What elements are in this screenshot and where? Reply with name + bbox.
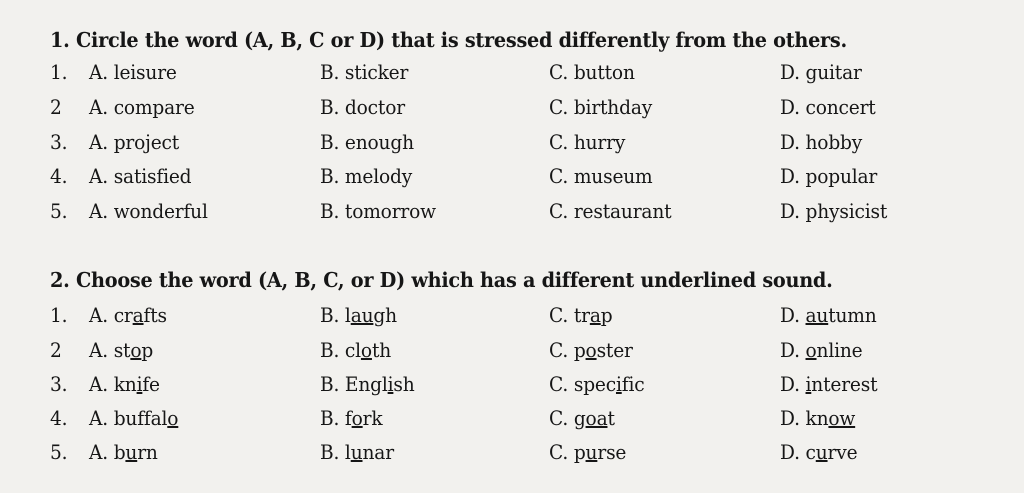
- underlined-sound: u: [815, 440, 828, 464]
- s1-question-1: [0, 60, 1024, 90]
- underlined-sound: o: [360, 338, 372, 362]
- option-a[interactable]: A. stop: [89, 338, 154, 362]
- s1-question-4: [0, 164, 1024, 194]
- option-c[interactable]: C. restaurant: [549, 199, 672, 223]
- question-number: 1.: [50, 60, 68, 84]
- question-number: 4.: [50, 164, 68, 188]
- option-d[interactable]: D. popular: [780, 164, 878, 188]
- underlined-sound: i: [136, 372, 143, 396]
- underlined-sound: ow: [828, 406, 856, 430]
- option-a[interactable]: A. compare: [89, 95, 195, 119]
- s1-question-2: [0, 95, 1024, 125]
- underlined-sound: oa: [585, 406, 608, 430]
- option-c[interactable]: C. museum: [549, 164, 653, 188]
- question-number: 2: [50, 338, 62, 362]
- option-b[interactable]: B. lunar: [320, 440, 394, 464]
- underlined-sound: o: [351, 406, 363, 430]
- question-number: 1.: [50, 303, 68, 327]
- s1-question-3: [0, 130, 1024, 160]
- option-c[interactable]: C. birthday: [549, 95, 653, 119]
- option-a[interactable]: A. buffalo: [89, 406, 179, 430]
- question-number: 5.: [50, 440, 68, 464]
- underlined-sound: i: [805, 372, 812, 396]
- s2-question-1: [0, 303, 1024, 333]
- underlined-sound: au: [350, 303, 374, 327]
- underlined-sound: i: [387, 372, 394, 396]
- option-b[interactable]: B. fork: [320, 406, 383, 430]
- option-c[interactable]: C. poster: [549, 338, 633, 362]
- option-d[interactable]: D. curve: [780, 440, 858, 464]
- option-c[interactable]: C. specific: [549, 372, 645, 396]
- option-b[interactable]: B. cloth: [320, 338, 392, 362]
- option-b[interactable]: B. doctor: [320, 95, 405, 119]
- option-c[interactable]: C. goat: [549, 406, 615, 430]
- section2-title: 2. Choose the word (A, B, C, or D) which has a different underlined sound.: [50, 268, 833, 292]
- option-d[interactable]: D. hobby: [780, 130, 863, 154]
- option-c[interactable]: C. purse: [549, 440, 627, 464]
- s2-question-2: [0, 338, 1024, 368]
- option-a[interactable]: A. wonderful: [89, 199, 208, 223]
- underlined-sound: au: [805, 303, 829, 327]
- option-c[interactable]: C. trap: [549, 303, 613, 327]
- underlined-sound: o: [167, 406, 179, 430]
- option-d[interactable]: D. interest: [780, 372, 878, 396]
- question-number: 3.: [50, 130, 68, 154]
- option-c[interactable]: C. button: [549, 60, 635, 84]
- option-b[interactable]: B. enough: [320, 130, 414, 154]
- question-number: 3.: [50, 372, 68, 396]
- underlined-sound: o: [805, 338, 817, 362]
- option-b[interactable]: B. tomorrow: [320, 199, 436, 223]
- option-c[interactable]: C. hurry: [549, 130, 626, 154]
- question-number: 4.: [50, 406, 68, 430]
- question-number: 5.: [50, 199, 68, 223]
- s2-question-3: [0, 372, 1024, 402]
- option-d[interactable]: D. know: [780, 406, 856, 430]
- option-d[interactable]: D. physicist: [780, 199, 888, 223]
- option-d[interactable]: D. guitar: [780, 60, 862, 84]
- option-a[interactable]: A. knife: [89, 372, 160, 396]
- underlined-sound: a: [132, 303, 144, 327]
- underlined-sound: u: [350, 440, 363, 464]
- underlined-sound: o: [585, 338, 597, 362]
- s2-question-5: [0, 440, 1024, 470]
- underlined-sound: a: [589, 303, 601, 327]
- section1-title: 1. Circle the word (A, B, C or D) that is stressed differently from the others.: [50, 28, 847, 52]
- option-b[interactable]: B. laugh: [320, 303, 397, 327]
- s2-question-4: [0, 406, 1024, 436]
- option-d[interactable]: D. online: [780, 338, 863, 362]
- option-b[interactable]: B. English: [320, 372, 415, 396]
- option-a[interactable]: A. satisfied: [89, 164, 192, 188]
- option-a[interactable]: A. project: [89, 130, 180, 154]
- question-number: 2: [50, 95, 62, 119]
- underlined-sound: u: [125, 440, 138, 464]
- option-b[interactable]: B. sticker: [320, 60, 409, 84]
- option-d[interactable]: D. concert: [780, 95, 876, 119]
- underlined-sound: i: [615, 372, 622, 396]
- option-a[interactable]: A. crafts: [89, 303, 167, 327]
- option-b[interactable]: B. melody: [320, 164, 413, 188]
- option-d[interactable]: D. autumn: [780, 303, 877, 327]
- s1-question-5: [0, 199, 1024, 229]
- underlined-sound: u: [585, 440, 598, 464]
- option-a[interactable]: A. burn: [89, 440, 158, 464]
- option-a[interactable]: A. leisure: [89, 60, 177, 84]
- underlined-sound: o: [130, 338, 142, 362]
